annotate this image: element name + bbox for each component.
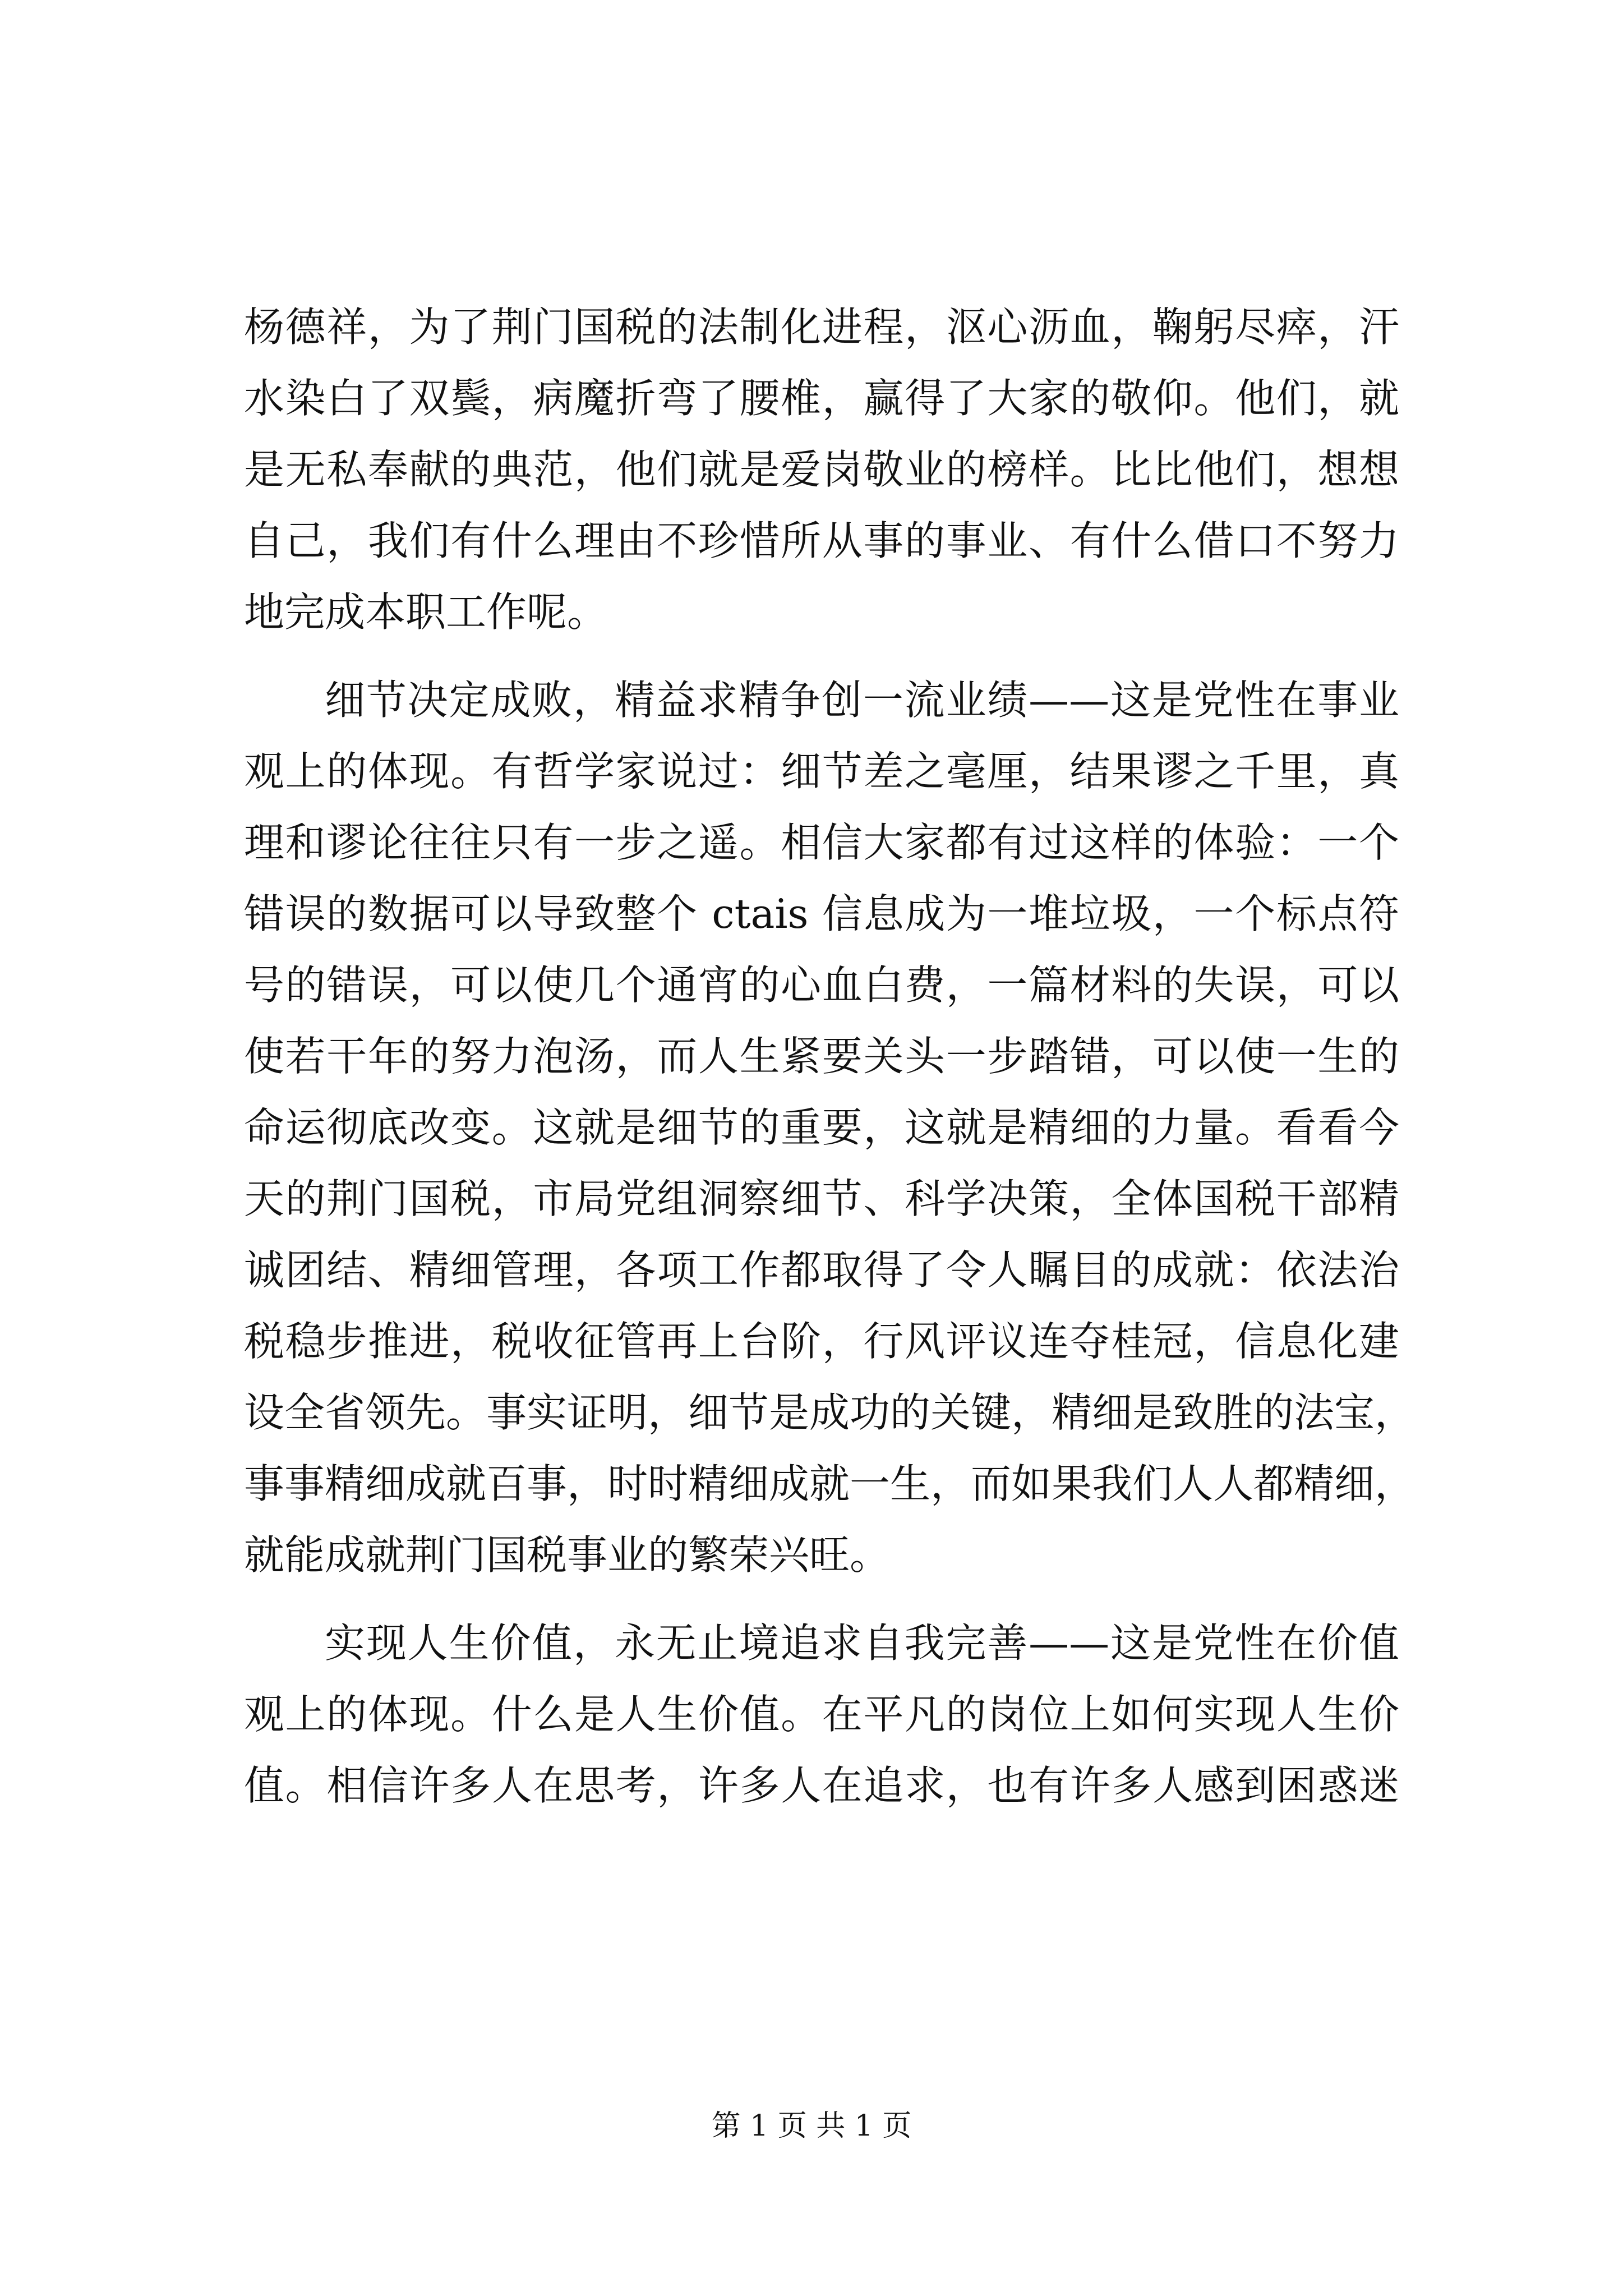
text-line: 是无私奉献的典范，他们就是爱岗敬业的榜样。比比他们，想想 — [244, 446, 1399, 493]
page-footer — [0, 2106, 1623, 2146]
text-line: 就能成就荆门国税事业的繁荣兴旺。 — [244, 1531, 891, 1579]
text-line: 细节决定成败，精益求精争创一流业绩——这是党性在事业 — [325, 677, 1399, 724]
text-line: 诚团结、精细管理，各项工作都取得了令人瞩目的成就：依法治 — [244, 1246, 1399, 1294]
text-line: 水染白了双鬓，病魔折弯了腰椎，赢得了大家的敬仰。他们，就 — [244, 375, 1399, 422]
body-text — [244, 292, 1415, 1821]
page-number: 第 1 页 共 1 页 — [711, 2109, 912, 2143]
paragraph-3 — [244, 1608, 1399, 1821]
text-line: 理和谬论往往只有一步之遥。相信大家都有过这样的体验：一个 — [244, 819, 1399, 866]
text-line: 值。相信许多人在思考，许多人在追求，也有许多人感到困惑迷 — [244, 1762, 1399, 1809]
text-line: 税稳步推进，税收征管再上台阶，行风评议连夺桂冠，信息化建 — [244, 1318, 1399, 1365]
text-line: 错误的数据可以导致整个 ctais 信息成为一堆垃圾，一个标点符 — [244, 890, 1399, 937]
text-line: 命运彻底改变。这就是细节的重要，这就是精细的力量。看看今 — [244, 1104, 1399, 1151]
text-line: 观上的体现。什么是人生价值。在平凡的岗位上如何实现人生价 — [244, 1691, 1399, 1738]
paragraph-2 — [244, 665, 1415, 1591]
text-line: 杨德祥，为了荆门国税的法制化进程，沤心沥血，鞠躬尽瘁，汗 — [244, 303, 1399, 351]
text-line: 事事精细成就百事，时时精细成就一生，而如果我们人人都精细， — [244, 1460, 1415, 1507]
text-line: 实现人生价值，永无止境追求自我完善——这是党性在价值 — [325, 1619, 1399, 1667]
paragraph-1 — [244, 292, 1399, 648]
text-line: 天的荆门国税，市局党组洞察细节、科学决策，全体国税干部精 — [244, 1175, 1399, 1222]
text-line: 地完成本职工作呢。 — [244, 588, 608, 636]
text-line: 使若干年的努力泡汤，而人生紧要关头一步踏错，可以使一生的 — [244, 1033, 1399, 1080]
text-line: 自己，我们有什么理由不珍惜所从事的事业、有什么借口不努力 — [244, 517, 1399, 564]
text-line: 设全省领先。事实证明，细节是成功的关键，精细是致胜的法宝， — [244, 1389, 1415, 1436]
text-line: 号的错误，可以使几个通宵的心血白费，一篇材料的失误，可以 — [244, 961, 1399, 1009]
text-line: 观上的体现。有哲学家说过：细节差之毫厘，结果谬之千里，真 — [244, 748, 1399, 795]
